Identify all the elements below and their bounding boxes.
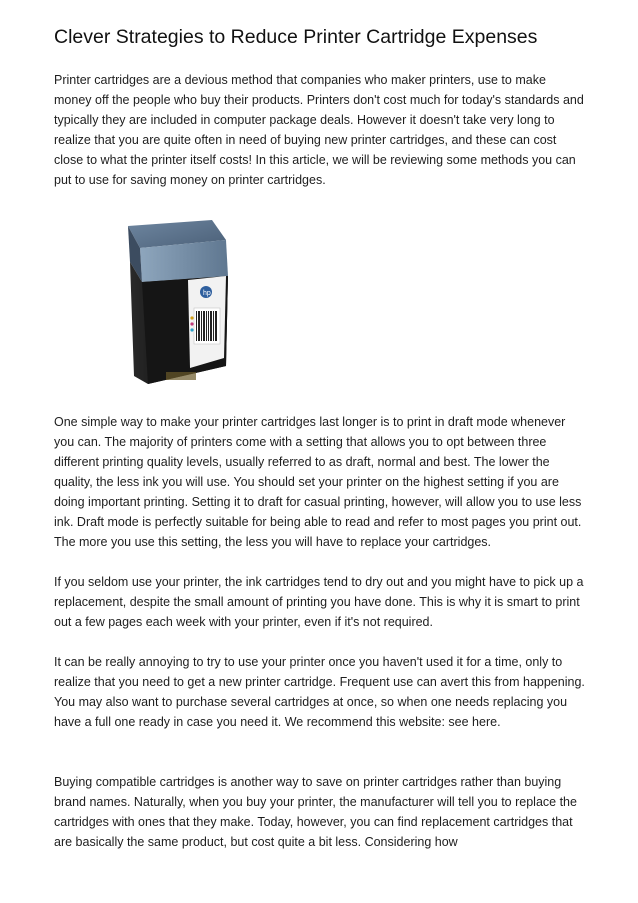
printer-cartridge-icon [100,216,290,396]
dry-out-paragraph: If you seldom use your printer, the ink cartridges tend to dry out and you might have to pick up a replacement, despite the small amount of printing you have done. This is why it is smart to print out a few pages each week with your printer, even if it's not required. [54,575,584,629]
cartridge-image [100,216,290,396]
page-title: Clever Strategies to Reduce Printer Cartridge Expenses [54,26,538,48]
frequent-use-paragraph: It can be really annoying to try to use your printer once you haven't used it for a time, only to realize that you need to get a new printer cartridge. Frequent use can avert this from happening. You may also want to purchase several cartridges at once, so when one needs replacing you have a full one ready in case you need it. We recommend this website: see here. [54,655,585,729]
draft-mode-paragraph: One simple way to make your printer cartridges last longer is to print in draft mode whenever you can. The majority of printers come with a setting that allows you to opt between three different printing quality levels, usually referred to as draft, normal and best. The lower the quality, the less ink you will use. You should set your printer on the highest setting if you are doing important printing. Setting it to draft for casual printing, however, will allow you to use less ink. Draft mode is perfectly suitable for being able to read and refer to most pages you print out. The more you use this setting, the less you will have to replace your cartridges. [54,415,582,549]
svg-text:hp: hp [203,290,211,297]
intro-paragraph: Printer cartridges are a devious method that companies who maker printers, use to make money off the people who buy their products. Printers don't cost much for today's standards and typically they are included in computer package deals. However it doesn't take very long to realize that you are quite often in need of buying new printer cartridges, and these can cost close to what the printer itself costs! In this article, we will be reviewing some methods you can put to use for saving money on printer cartridges. [54,73,584,187]
compatible-cartridges-paragraph: Buying compatible cartridges is another way to save on printer cartridges rather than buying brand names. Naturally, when you buy your printer, the manufacturer will tell you to replace the cartridges with ones that they make. Today, however, you can find replacement cartridges that are basically the same product, but cost quite a bit less. Considering how [54,775,577,849]
